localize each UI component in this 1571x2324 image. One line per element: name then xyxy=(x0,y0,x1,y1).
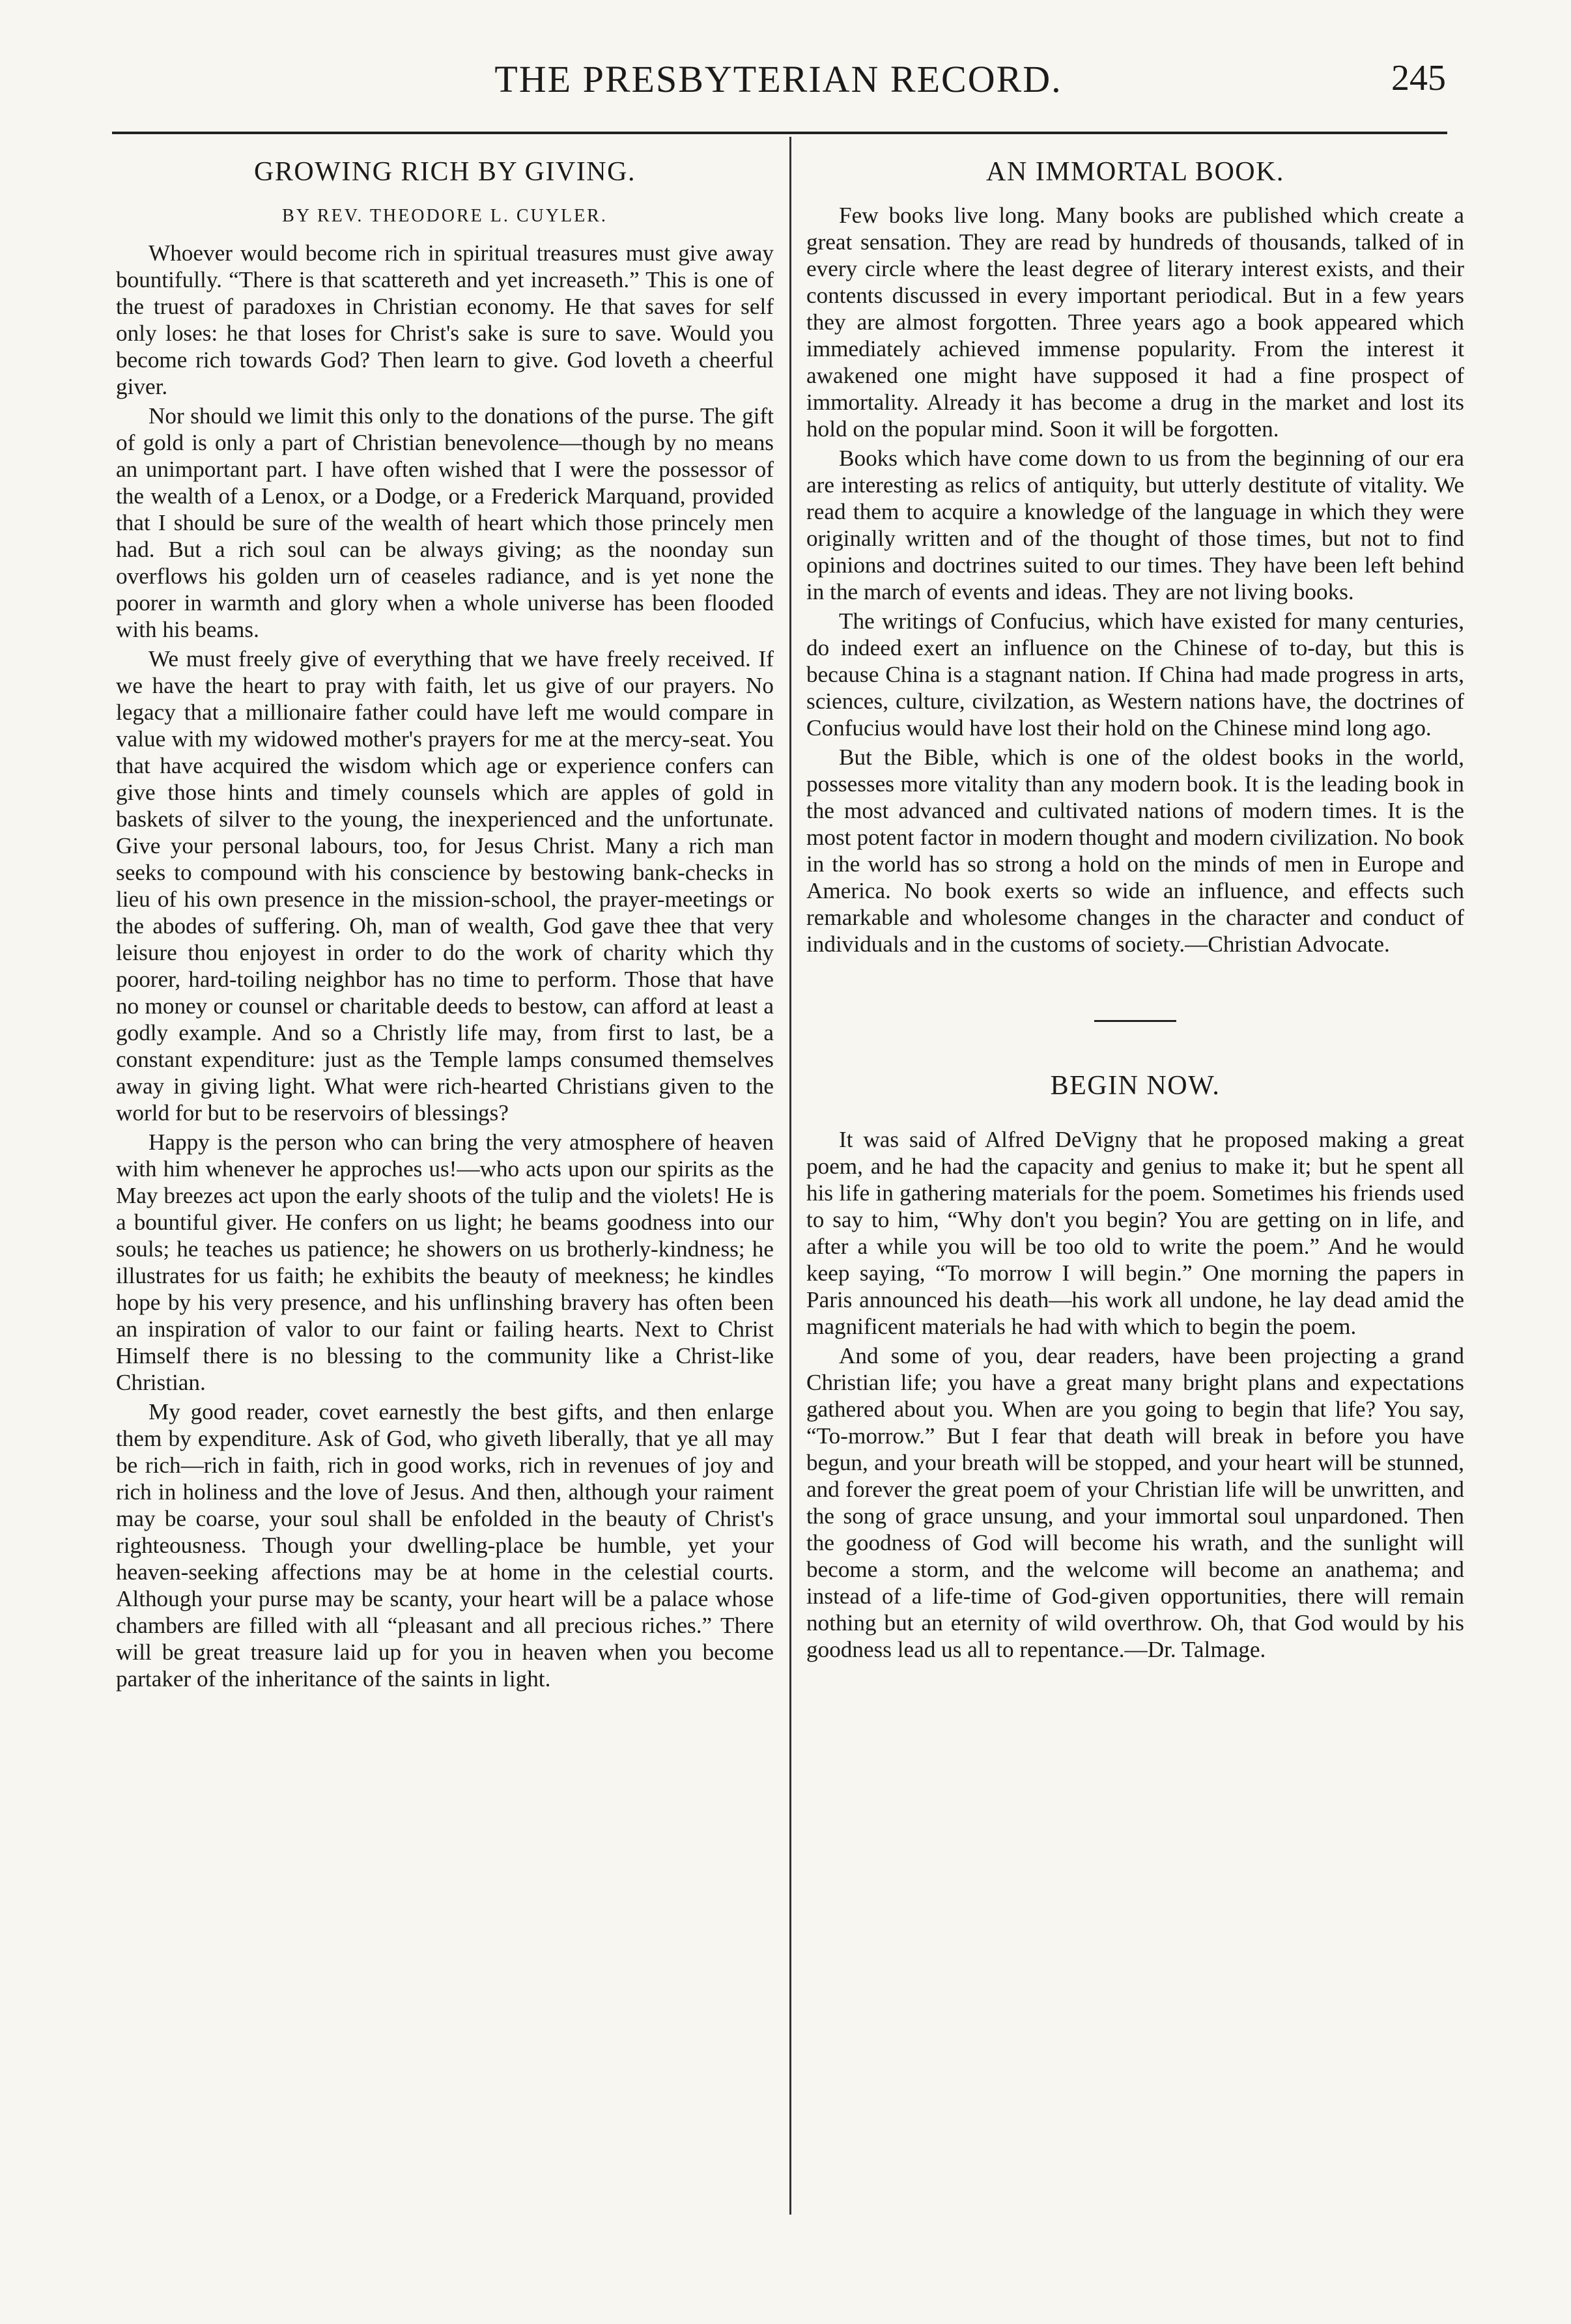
article-paragraph: My good reader, covet earnestly the best gifts, and then enlarge them by expenditure. Ask of God, who giveth liberally, that ye all may be rich—rich in faith, rich in good works, rich in revenues of joy and rich in holiness and the love of Jesus. And then, although your raiment may be coarse, your soul shall be enfolded in the beauty of Christ's righteousness. Though your dwelling-place be humble, yet your heaven-seeking affections may be at home in the celestial courts. Although your purse may be scanty, your heart will be a palace whose chambers are filled with all “pleasant and all precious riches.” There will be great treasure laid up for you in heaven when you become partaker of the inheritance of the saints in light. xyxy=(116,1399,774,1692)
right-column xyxy=(806,145,1464,1665)
article-paragraph: It was said of Alfred DeVigny that he proposed making a great poem, and he had the capacity and genius to make it; but he spent all his life in gathering materials for the poem. Sometimes his friends used to say to him, “Why don't you begin? You are getting on in life, and after a while you will be too old to write the poem.” And he would keep saying, “To morrow I will begin.” One morning the papers in Paris announced his death—his work all undone, he lay dead amid the magnificent materials he had with which to begin the poem. xyxy=(806,1127,1464,1339)
article-paragraph: Nor should we limit this only to the donations of the purse. The gift of gold is only a part of Christian benevolence—though by no means an unimportant part. I have often wished that I were the possessor of the wealth of a Lenox, or a Dodge, or a Frederick Marquand, provided that I should be sure of the wealth of heart which those princely men had. But a rich soul can be always giving; as the noonday sun overflows his golden urn of ceaseles radiance, and is yet none the poorer in warmth and glory when a whole universe has been flooded with his beams. xyxy=(116,403,774,642)
page-number: 245 xyxy=(1391,58,1446,98)
column-divider xyxy=(789,137,791,2215)
article-title: GROWING RICH BY GIVING. xyxy=(254,157,636,187)
article-paragraph: Few books live long. Many books are published which create a great sensation. They are read by hundreds of thousands, talked of in every circle where the least degree of literary interest exists, and their contents discussed in every important periodical. But in a few years they are almost forgotten. Three years ago a book appeared which immediately achieved immense popularity. From the interest it awakened one might have supposed it had a fine prospect of immortality. Already it has become a drug in the market and lost its hold on the popular mind. Soon it will be forgotten. xyxy=(806,203,1464,442)
article-paragraph: We must freely give of everything that we have freely received. If we have the heart to pray with faith, let us give of our prayers. No legacy that a millionaire father could have left me would compare in value with my widowed mother's prayers for me at the mercy-seat. You that have acquired the wisdom which age or experience confers can give those hints and timely counsels which are apples of gold in baskets of silver to the young, the inexperienced and the unfortunate. Give your personal labours, too, for Jesus Christ. Many a rich man seeks to compound with his conscience by bestowing bank-checks in lieu of his own presence in the mission-school, the prayer-meetings or the abodes of suffering. Oh, man of wealth, God gave thee that very leisure thou enjoyest in order to do the work of charity which thy poorer, hard-toiling neighbor has no time to perform. Those that have no money or counsel or charitable deeds to bestow, can afford at least a godly example. And so a Christly life may, from first to last, be a constant expenditure: just as the Temple lamps consumed themselves away in giving light. What were rich-hearted Christians given to the world for but to be reservoirs of blessings? xyxy=(116,646,774,1126)
article-paragraph: Books which have come down to us from the beginning of our era are interesting as relics of antiquity, but utterly destitute of vitality. We read them to acquire a knowledge of the language in which they were originally written and of the thought of those times, but not to find opinions and doctrines suited to our times. They have been left behind in the march of events and ideas. They are not living books. xyxy=(806,446,1464,604)
article-paragraph: But the Bible, which is one of the oldest books in the world, possesses more vitality than any modern book. It is the leading book in the most advanced and cultivated nations of modern times. It is the most potent factor in modern thought and modern civilization. No book in the world has so strong a hold on the minds of men in Europe and America. No book exerts so wide an influence, and effects such remarkable and wholesome changes in the character and conduct of individuals and in the customs of society.—Christian Advocate. xyxy=(806,744,1464,957)
page-header xyxy=(111,57,1446,106)
section-divider xyxy=(1094,1020,1176,1022)
article-title: BEGIN NOW. xyxy=(1050,1071,1221,1101)
article-paragraph: Happy is the person who can bring the very atmosphere of heaven with him whenever he approches us!—who acts upon our spirits as the May breezes act upon the early shoots of the tulip and the violets! He is a bountiful giver. He confers on us light; he beams goodness into our souls; he teaches us patience; he showers on us brotherly-kindness; he illustrates for us faith; he exhibits the beauty of meekness; he kindles hope by his very presence, and his unflinshing bravery has often been an inspiration of valor to our faint or failing hearts. Next to Christ Himself there is no blessing to the community like a Christ-like Christian. xyxy=(116,1129,774,1395)
header-rule xyxy=(112,132,1447,134)
article-paragraph: The writings of Confucius, which have existed for many centuries, do indeed exert an influence on the Chinese of to-day, but this is because China is a stagnant nation. If China had made progress in arts, sciences, culture, civilzation, as Western nations have, the doctrines of Confucius would have lost their hold on the Chinese mind long ago. xyxy=(806,608,1464,741)
article-paragraph: Whoever would become rich in spiritual treasures must give away bountifully. “There is that scattereth and yet increaseth.” This is one of the truest of paradoxes in Christian economy. He that saves for self only loses: he that loses for Christ's sake is sure to save. Would you become rich towards God? Then learn to give. God loveth a cheerful giver. xyxy=(116,240,774,399)
left-column xyxy=(116,145,774,1695)
publication-title: THE PRESBYTERIAN RECORD. xyxy=(494,58,1062,100)
article-paragraph: And some of you, dear readers, have been projecting a grand Christian life; you have a great many bright plans and expectations gathered about you. When are you going to begin that life? You say, “To-morrow.” But I fear that death will break in before you have begun, and your breath will be stopped, and your heart will be stunned, and forever the great poem of your Christian life will be unwritten, and the song of grace unsung, and your immortal soul unpardoned. Then the goodness of God will become his wrath, and the sunlight will become a storm, and the welcome will become an anathema; and instead of a life-time of God-given opportunities, there will remain nothing but an eternity of wild overthrow. Oh, that God would by his goodness lead us all to repentance.—Dr. Talmage. xyxy=(806,1343,1464,1662)
article-byline: BY REV. THEODORE L. CUYLER. xyxy=(282,206,608,226)
article-title: AN IMMORTAL BOOK. xyxy=(986,157,1284,187)
